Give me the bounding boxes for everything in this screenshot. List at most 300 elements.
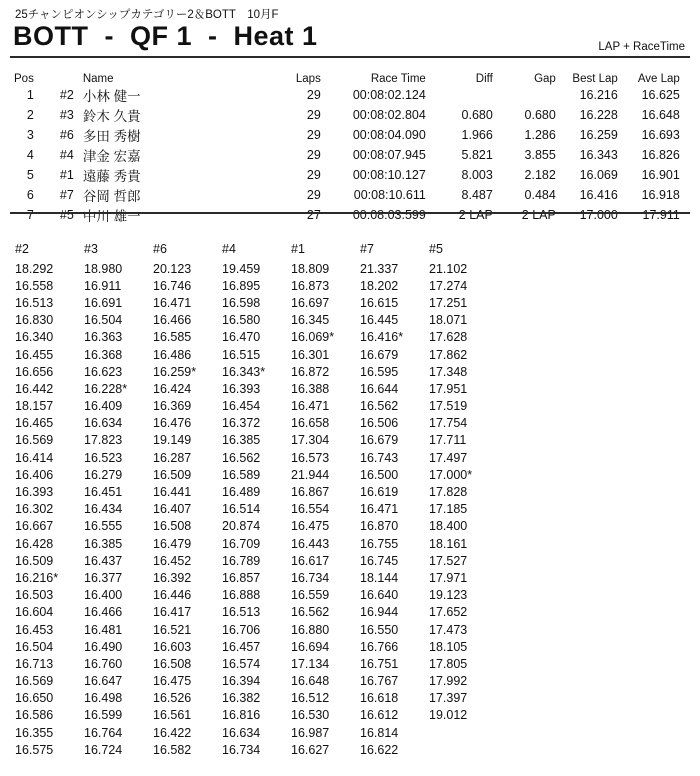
result-rider-name: 津金 宏嘉 <box>82 149 141 164</box>
lap-time-cell: 18.144 <box>360 570 399 585</box>
lap-time-cell: 16.604 <box>15 605 54 620</box>
lap-time-cell: 16.466 <box>84 605 123 620</box>
lap-time-cell: 16.755 <box>360 536 399 551</box>
result-bike-number: #4 <box>59 148 74 162</box>
result-bike-number: #1 <box>59 168 74 182</box>
lap-time-cell: 16.513 <box>15 295 54 310</box>
lap-time-cell: 17.397 <box>429 691 468 706</box>
result-diff: 5.821 <box>461 148 493 162</box>
lap-time-cell: 16.911 <box>84 278 122 293</box>
lap-time-cell: 16.599 <box>84 708 123 723</box>
lap-time-cell: 16.694 <box>291 639 330 654</box>
result-gap: 0.484 <box>524 188 556 202</box>
lap-time-cell: 16.745 <box>360 553 399 568</box>
lap-row <box>15 518 498 535</box>
lap-row <box>15 346 498 363</box>
lap-time-cell: 16.457 <box>222 639 261 654</box>
lap-time-cell: 16.612 <box>360 708 399 723</box>
lap-time-cell: 16.369 <box>153 399 192 414</box>
lap-time-cell: 17.304 <box>291 433 330 448</box>
lap-time-cell: 16.562 <box>360 399 399 414</box>
lap-time-cell: 18.105 <box>429 639 468 654</box>
lap-time-cell: 16.508 <box>153 656 192 671</box>
result-gap: 2.182 <box>524 168 556 182</box>
lap-time-cell: 19.012 <box>429 708 468 723</box>
lap-time-cell: 16.526 <box>153 691 192 706</box>
lap-time-cell: 16.873 <box>291 278 330 293</box>
result-bike-number: #2 <box>59 88 74 102</box>
lap-time-cell: 16.392 <box>153 570 192 585</box>
lap-time-cell: 16.372 <box>222 416 261 431</box>
result-race-time: 00:08:02.804 <box>352 108 426 122</box>
lap-time-cell: 16.746 <box>153 278 192 293</box>
lap-time-cell: 19.123 <box>429 588 468 603</box>
lap-time-cell: 16.603 <box>153 639 192 654</box>
result-ave-lap: 16.918 <box>641 188 680 202</box>
lap-time-cell: 16.888 <box>222 588 261 603</box>
result-position: 2 <box>26 108 34 122</box>
lap-time-cell: 16.751 <box>360 656 399 671</box>
lap-time-cell: 16.216* <box>15 570 59 585</box>
lap-time-cell: 16.452 <box>153 553 192 568</box>
lap-time-cell: 16.368 <box>84 347 123 362</box>
result-laps: 29 <box>306 108 321 122</box>
results-table-header <box>14 68 680 85</box>
result-row <box>14 165 680 185</box>
lap-time-cell: 16.508 <box>153 519 192 534</box>
lap-time-cell: 16.872 <box>291 364 330 379</box>
lap-row <box>15 483 498 500</box>
lap-time-cell: 16.569 <box>15 674 54 689</box>
result-best-lap: 16.343 <box>579 148 618 162</box>
lap-time-cell: 16.394 <box>222 674 261 689</box>
lap-time-cell: 18.292 <box>15 261 54 276</box>
lap-time-cell: 16.644 <box>360 381 399 396</box>
lap-row <box>15 569 498 586</box>
lap-time-cell: 18.157 <box>15 399 54 414</box>
lap-time-cell: 16.302 <box>15 502 54 517</box>
lap-time-cell: 16.709 <box>222 536 261 551</box>
lap-time-cell: 17.652 <box>429 605 468 620</box>
lap-time-cell: 16.453 <box>15 622 54 637</box>
result-gap: 2 LAP <box>521 208 556 222</box>
lap-time-cell: 16.422 <box>153 725 192 740</box>
result-best-lap: 16.259 <box>579 128 618 142</box>
result-position: 5 <box>26 168 34 182</box>
lap-time-cell: 16.513 <box>222 605 261 620</box>
lap-column-header: #1 <box>291 242 305 256</box>
result-laps: 29 <box>306 148 321 162</box>
lap-time-cell: 16.530 <box>291 708 330 723</box>
lap-row <box>15 638 498 655</box>
lap-time-cell: 16.562 <box>222 450 261 465</box>
lap-time-cell: 16.650 <box>15 691 54 706</box>
header-divider <box>10 56 690 58</box>
lap-time-cell: 16.406 <box>15 467 54 482</box>
lap-time-cell: 16.503 <box>15 588 54 603</box>
result-row <box>14 205 680 225</box>
result-rider-name: 遠藤 秀貴 <box>82 169 141 184</box>
lap-time-cell: 16.228* <box>84 381 128 396</box>
lap-time-cell: 16.767 <box>360 674 399 689</box>
lap-time-cell: 16.340 <box>15 330 54 345</box>
lap-time-cell: 16.428 <box>15 536 54 551</box>
result-laps: 29 <box>306 188 321 202</box>
lap-time-cell: 17.134 <box>291 656 330 671</box>
lap-time-cell: 16.789 <box>222 553 261 568</box>
result-laps: 29 <box>306 88 321 102</box>
lap-header-row <box>15 236 498 260</box>
lap-time-cell: 16.388 <box>291 381 330 396</box>
result-race-time: 00:08:03.599 <box>352 208 426 222</box>
result-best-lap: 16.069 <box>579 168 618 182</box>
result-gap: 1.286 <box>524 128 556 142</box>
result-ave-lap: 16.625 <box>641 88 680 102</box>
lap-time-cell: 17.951 <box>429 381 468 396</box>
lap-time-cell: 16.445 <box>360 313 399 328</box>
lap-time-cell: 17.251 <box>429 295 468 310</box>
lap-time-cell: 17.862 <box>429 347 468 362</box>
result-bike-number: #6 <box>59 128 74 142</box>
result-gap: 0.680 <box>524 108 556 122</box>
lap-time-cell: 16.506 <box>360 416 399 431</box>
lap-time-cell: 16.465 <box>15 416 54 431</box>
lap-column-header: #5 <box>429 242 443 256</box>
lap-time-cell: 16.382 <box>222 691 261 706</box>
lap-time-cell: 16.363 <box>84 330 123 345</box>
lap-time-cell: 16.514 <box>222 502 261 517</box>
lap-time-cell: 16.475 <box>153 674 192 689</box>
lap-time-cell: 16.486 <box>153 347 192 362</box>
lap-row <box>15 741 498 758</box>
lap-time-cell: 16.640 <box>360 588 399 603</box>
lap-time-cell: 16.760 <box>84 656 123 671</box>
lap-time-cell <box>429 741 498 758</box>
lap-time-cell: 16.679 <box>360 347 399 362</box>
lap-time-cell: 16.598 <box>222 295 261 310</box>
lap-row <box>15 432 498 449</box>
lap-time-cell: 17.628 <box>429 330 468 345</box>
col-header-diff: Diff <box>475 73 493 85</box>
lap-time-cell: 16.987 <box>291 725 330 740</box>
lap-time-cell: 16.343* <box>222 364 266 379</box>
results-header-row <box>14 68 680 85</box>
lap-time-cell: 16.466 <box>153 313 192 328</box>
lap-time-cell: 16.069* <box>291 330 335 345</box>
lap-times-table <box>15 236 498 758</box>
lap-time-cell: 16.586 <box>15 708 54 723</box>
lap-time-cell: 17.185 <box>429 502 468 517</box>
lap-row <box>15 415 498 432</box>
lap-time-cell: 16.259* <box>153 364 197 379</box>
lap-time-cell: 16.490 <box>84 639 123 654</box>
lap-time-cell: 16.471 <box>291 399 330 414</box>
lap-time-cell: 17.971 <box>429 570 468 585</box>
page-title: BOTT - QF 1 - Heat 1 <box>13 21 318 51</box>
result-ave-lap: 16.648 <box>641 108 680 122</box>
result-position: 1 <box>26 88 34 102</box>
result-position: 3 <box>26 128 34 142</box>
lap-time-cell: 16.582 <box>153 742 192 757</box>
lap-time-cell: 16.589 <box>222 467 261 482</box>
col-header-num <box>34 68 74 85</box>
timing-mode-label: LAP + RaceTime <box>598 41 685 53</box>
lap-row <box>15 707 498 724</box>
result-diff: 2 LAP <box>458 208 493 222</box>
lap-time-cell: 17.992 <box>429 674 468 689</box>
lap-time-cell: 16.455 <box>15 347 54 362</box>
lap-time-cell: 16.575 <box>15 742 54 757</box>
lap-time-cell: 16.414 <box>15 450 54 465</box>
lap-row <box>15 604 498 621</box>
lap-time-cell: 16.558 <box>15 278 54 293</box>
lap-time-cell: 16.830 <box>15 313 54 328</box>
lap-time-cell: 16.407 <box>153 502 192 517</box>
lap-time-cell: 20.874 <box>222 519 261 534</box>
lap-time-cell: 16.393 <box>15 485 54 500</box>
lap-time-cell: 16.634 <box>222 725 261 740</box>
result-diff: 1.966 <box>461 128 493 142</box>
col-header-laps: Laps <box>295 73 321 85</box>
lap-time-cell: 19.459 <box>222 261 261 276</box>
lap-time-cell: 16.697 <box>291 295 330 310</box>
lap-time-cell: 16.615 <box>360 295 399 310</box>
lap-row <box>15 552 498 569</box>
result-race-time: 00:08:10.127 <box>352 168 426 182</box>
col-header-ave-lap: Ave Lap <box>637 73 680 85</box>
lap-column-header: #3 <box>84 242 98 256</box>
col-header-best-lap: Best Lap <box>572 73 618 85</box>
event-subtitle: 25チャンピオンシップカテゴリー2＆BOTT 10月F <box>15 9 279 21</box>
result-rider-name: 鈴木 久貴 <box>82 109 141 124</box>
lap-time-cell: 16.895 <box>222 278 261 293</box>
lap-time-cell: 18.071 <box>429 313 468 328</box>
results-divider <box>10 212 690 214</box>
lap-row <box>15 398 498 415</box>
lap-time-cell: 16.287 <box>153 450 192 465</box>
lap-time-cell: 16.574 <box>222 656 261 671</box>
lap-time-cell: 16.679 <box>360 433 399 448</box>
lap-time-cell: 16.734 <box>222 742 261 757</box>
lap-time-cell: 16.867 <box>291 485 330 500</box>
result-race-time: 00:08:10.611 <box>353 188 426 202</box>
result-best-lap: 16.216 <box>579 88 618 102</box>
lap-time-cell: 16.504 <box>84 313 123 328</box>
lap-time-cell: 16.658 <box>291 416 330 431</box>
lap-time-cell: 16.416* <box>360 330 404 345</box>
result-rider-name: 小林 健一 <box>82 89 141 104</box>
lap-time-cell: 16.509 <box>153 467 192 482</box>
lap-time-cell: 16.734 <box>291 570 330 585</box>
lap-time-cell: 16.471 <box>360 502 399 517</box>
result-laps: 29 <box>306 128 321 142</box>
lap-time-cell: 16.500 <box>360 467 399 482</box>
lap-time-cell: 16.515 <box>222 347 261 362</box>
lap-row <box>15 621 498 638</box>
lap-table-header <box>15 236 498 260</box>
lap-time-cell: 16.521 <box>153 622 192 637</box>
lap-time-cell: 16.451 <box>84 485 123 500</box>
lap-time-cell: 16.585 <box>153 330 192 345</box>
lap-row <box>15 501 498 518</box>
lap-column-header: #2 <box>15 242 29 256</box>
result-diff: 0.680 <box>461 108 493 122</box>
lap-row <box>15 724 498 741</box>
lap-time-cell: 16.562 <box>291 605 330 620</box>
lap-row <box>15 587 498 604</box>
lap-column-header: #6 <box>153 242 167 256</box>
lap-time-cell: 16.417 <box>153 605 192 620</box>
lap-time-cell: 17.473 <box>429 622 468 637</box>
lap-time-cell: 16.766 <box>360 639 399 654</box>
result-row <box>14 85 680 105</box>
lap-time-cell: 19.149 <box>153 433 192 448</box>
lap-time-cell: 16.498 <box>84 691 123 706</box>
lap-column-header: #7 <box>360 242 374 256</box>
lap-time-cell: 16.559 <box>291 588 330 603</box>
lap-time-cell: 16.814 <box>360 725 399 740</box>
lap-row <box>15 260 498 277</box>
results-table-body <box>14 85 680 225</box>
lap-time-cell: 16.301 <box>291 347 330 362</box>
lap-time-cell: 16.573 <box>291 450 330 465</box>
lap-row <box>15 690 498 707</box>
result-row <box>14 125 680 145</box>
lap-time-cell: 16.345 <box>291 313 330 328</box>
lap-time-cell: 16.279 <box>84 467 123 482</box>
lap-time-cell: 17.527 <box>429 553 468 568</box>
lap-time-cell: 16.400 <box>84 588 123 603</box>
result-ave-lap: 16.693 <box>641 128 680 142</box>
lap-time-cell: 16.623 <box>84 364 123 379</box>
result-diff: 8.003 <box>461 168 493 182</box>
result-ave-lap: 16.826 <box>641 148 680 162</box>
result-gap <box>493 85 556 105</box>
lap-time-cell: 17.711 <box>429 433 467 448</box>
col-header-race-time: Race Time <box>370 73 426 85</box>
lap-time-cell <box>429 724 498 741</box>
lap-time-cell: 16.443 <box>291 536 330 551</box>
result-laps: 27 <box>306 208 321 222</box>
result-rider-name: 谷岡 哲郎 <box>82 189 141 204</box>
result-position: 6 <box>26 188 34 202</box>
result-best-lap: 16.416 <box>579 188 618 202</box>
lap-time-cell: 16.627 <box>291 742 330 757</box>
lap-time-cell: 16.355 <box>15 725 54 740</box>
result-race-time: 00:08:02.124 <box>352 88 426 102</box>
result-bike-number: #5 <box>59 208 74 222</box>
lap-time-cell: 16.509 <box>15 553 54 568</box>
col-header-gap: Gap <box>534 73 556 85</box>
lap-time-cell: 16.470 <box>222 330 261 345</box>
lap-time-cell: 18.400 <box>429 519 468 534</box>
lap-time-cell: 16.512 <box>291 691 330 706</box>
lap-time-cell: 16.634 <box>84 416 123 431</box>
lap-time-cell: 16.816 <box>222 708 261 723</box>
lap-time-cell: 16.489 <box>222 485 261 500</box>
result-gap: 3.855 <box>524 148 556 162</box>
lap-time-cell: 17.519 <box>429 399 468 414</box>
lap-row <box>15 535 498 552</box>
result-row <box>14 185 680 205</box>
lap-time-cell: 16.385 <box>84 536 123 551</box>
lap-time-cell: 17.805 <box>429 656 468 671</box>
result-laps: 29 <box>306 168 321 182</box>
lap-row <box>15 655 498 672</box>
lap-time-cell: 16.434 <box>84 502 123 517</box>
lap-time-cell: 16.724 <box>84 742 123 757</box>
col-header-pos: Pos <box>14 73 34 85</box>
result-diff: 8.487 <box>461 188 493 202</box>
lap-time-cell: 17.000* <box>429 467 473 482</box>
lap-time-cell: 17.274 <box>429 278 468 293</box>
result-rider-name: 多田 秀樹 <box>82 129 141 144</box>
lap-time-cell: 16.743 <box>360 450 399 465</box>
lap-time-cell: 18.809 <box>291 261 330 276</box>
lap-time-cell: 21.337 <box>360 261 399 276</box>
lap-time-cell: 16.647 <box>84 674 123 689</box>
lap-time-cell: 16.409 <box>84 399 123 414</box>
lap-time-cell: 16.561 <box>153 708 192 723</box>
lap-time-cell: 16.550 <box>360 622 399 637</box>
lap-time-cell: 21.102 <box>429 261 468 276</box>
lap-time-cell: 16.656 <box>15 364 54 379</box>
result-race-time: 00:08:07.945 <box>352 148 426 162</box>
lap-column-header: #4 <box>222 242 236 256</box>
lap-time-cell: 16.555 <box>84 519 123 534</box>
lap-time-cell: 17.754 <box>429 416 468 431</box>
lap-time-cell: 21.944 <box>291 467 330 482</box>
lap-time-cell: 16.617 <box>291 553 330 568</box>
lap-time-cell: 17.828 <box>429 485 468 500</box>
lap-time-cell: 16.385 <box>222 433 261 448</box>
lap-time-cell: 16.619 <box>360 485 399 500</box>
lap-time-cell: 16.764 <box>84 725 123 740</box>
lap-time-cell: 16.442 <box>15 381 54 396</box>
lap-time-cell: 17.823 <box>84 433 123 448</box>
lap-table-body <box>15 260 498 758</box>
lap-time-cell: 16.554 <box>291 502 330 517</box>
result-row <box>14 105 680 125</box>
lap-row <box>15 380 498 397</box>
result-ave-lap: 17.911 <box>642 208 680 222</box>
lap-row <box>15 449 498 466</box>
lap-row <box>15 294 498 311</box>
result-bike-number: #7 <box>59 188 74 202</box>
lap-time-cell: 16.481 <box>84 622 123 637</box>
lap-time-cell: 20.123 <box>153 261 192 276</box>
lap-time-cell: 16.580 <box>222 313 261 328</box>
lap-time-cell: 18.161 <box>429 536 468 551</box>
lap-time-cell: 16.437 <box>84 553 123 568</box>
lap-row <box>15 673 498 690</box>
lap-time-cell: 16.595 <box>360 364 399 379</box>
lap-time-cell: 16.857 <box>222 570 261 585</box>
lap-time-cell: 16.393 <box>222 381 261 396</box>
result-best-lap: 16.228 <box>579 108 618 122</box>
lap-time-cell: 16.713 <box>15 656 54 671</box>
result-ave-lap: 16.901 <box>641 168 680 182</box>
lap-time-cell: 18.980 <box>84 261 123 276</box>
lap-row <box>15 277 498 294</box>
result-bike-number: #3 <box>59 108 74 122</box>
lap-time-cell: 16.667 <box>15 519 54 534</box>
lap-row <box>15 329 498 346</box>
result-position: 4 <box>26 148 34 162</box>
results-table <box>14 68 680 225</box>
lap-time-cell: 16.479 <box>153 536 192 551</box>
lap-time-cell: 16.454 <box>222 399 261 414</box>
